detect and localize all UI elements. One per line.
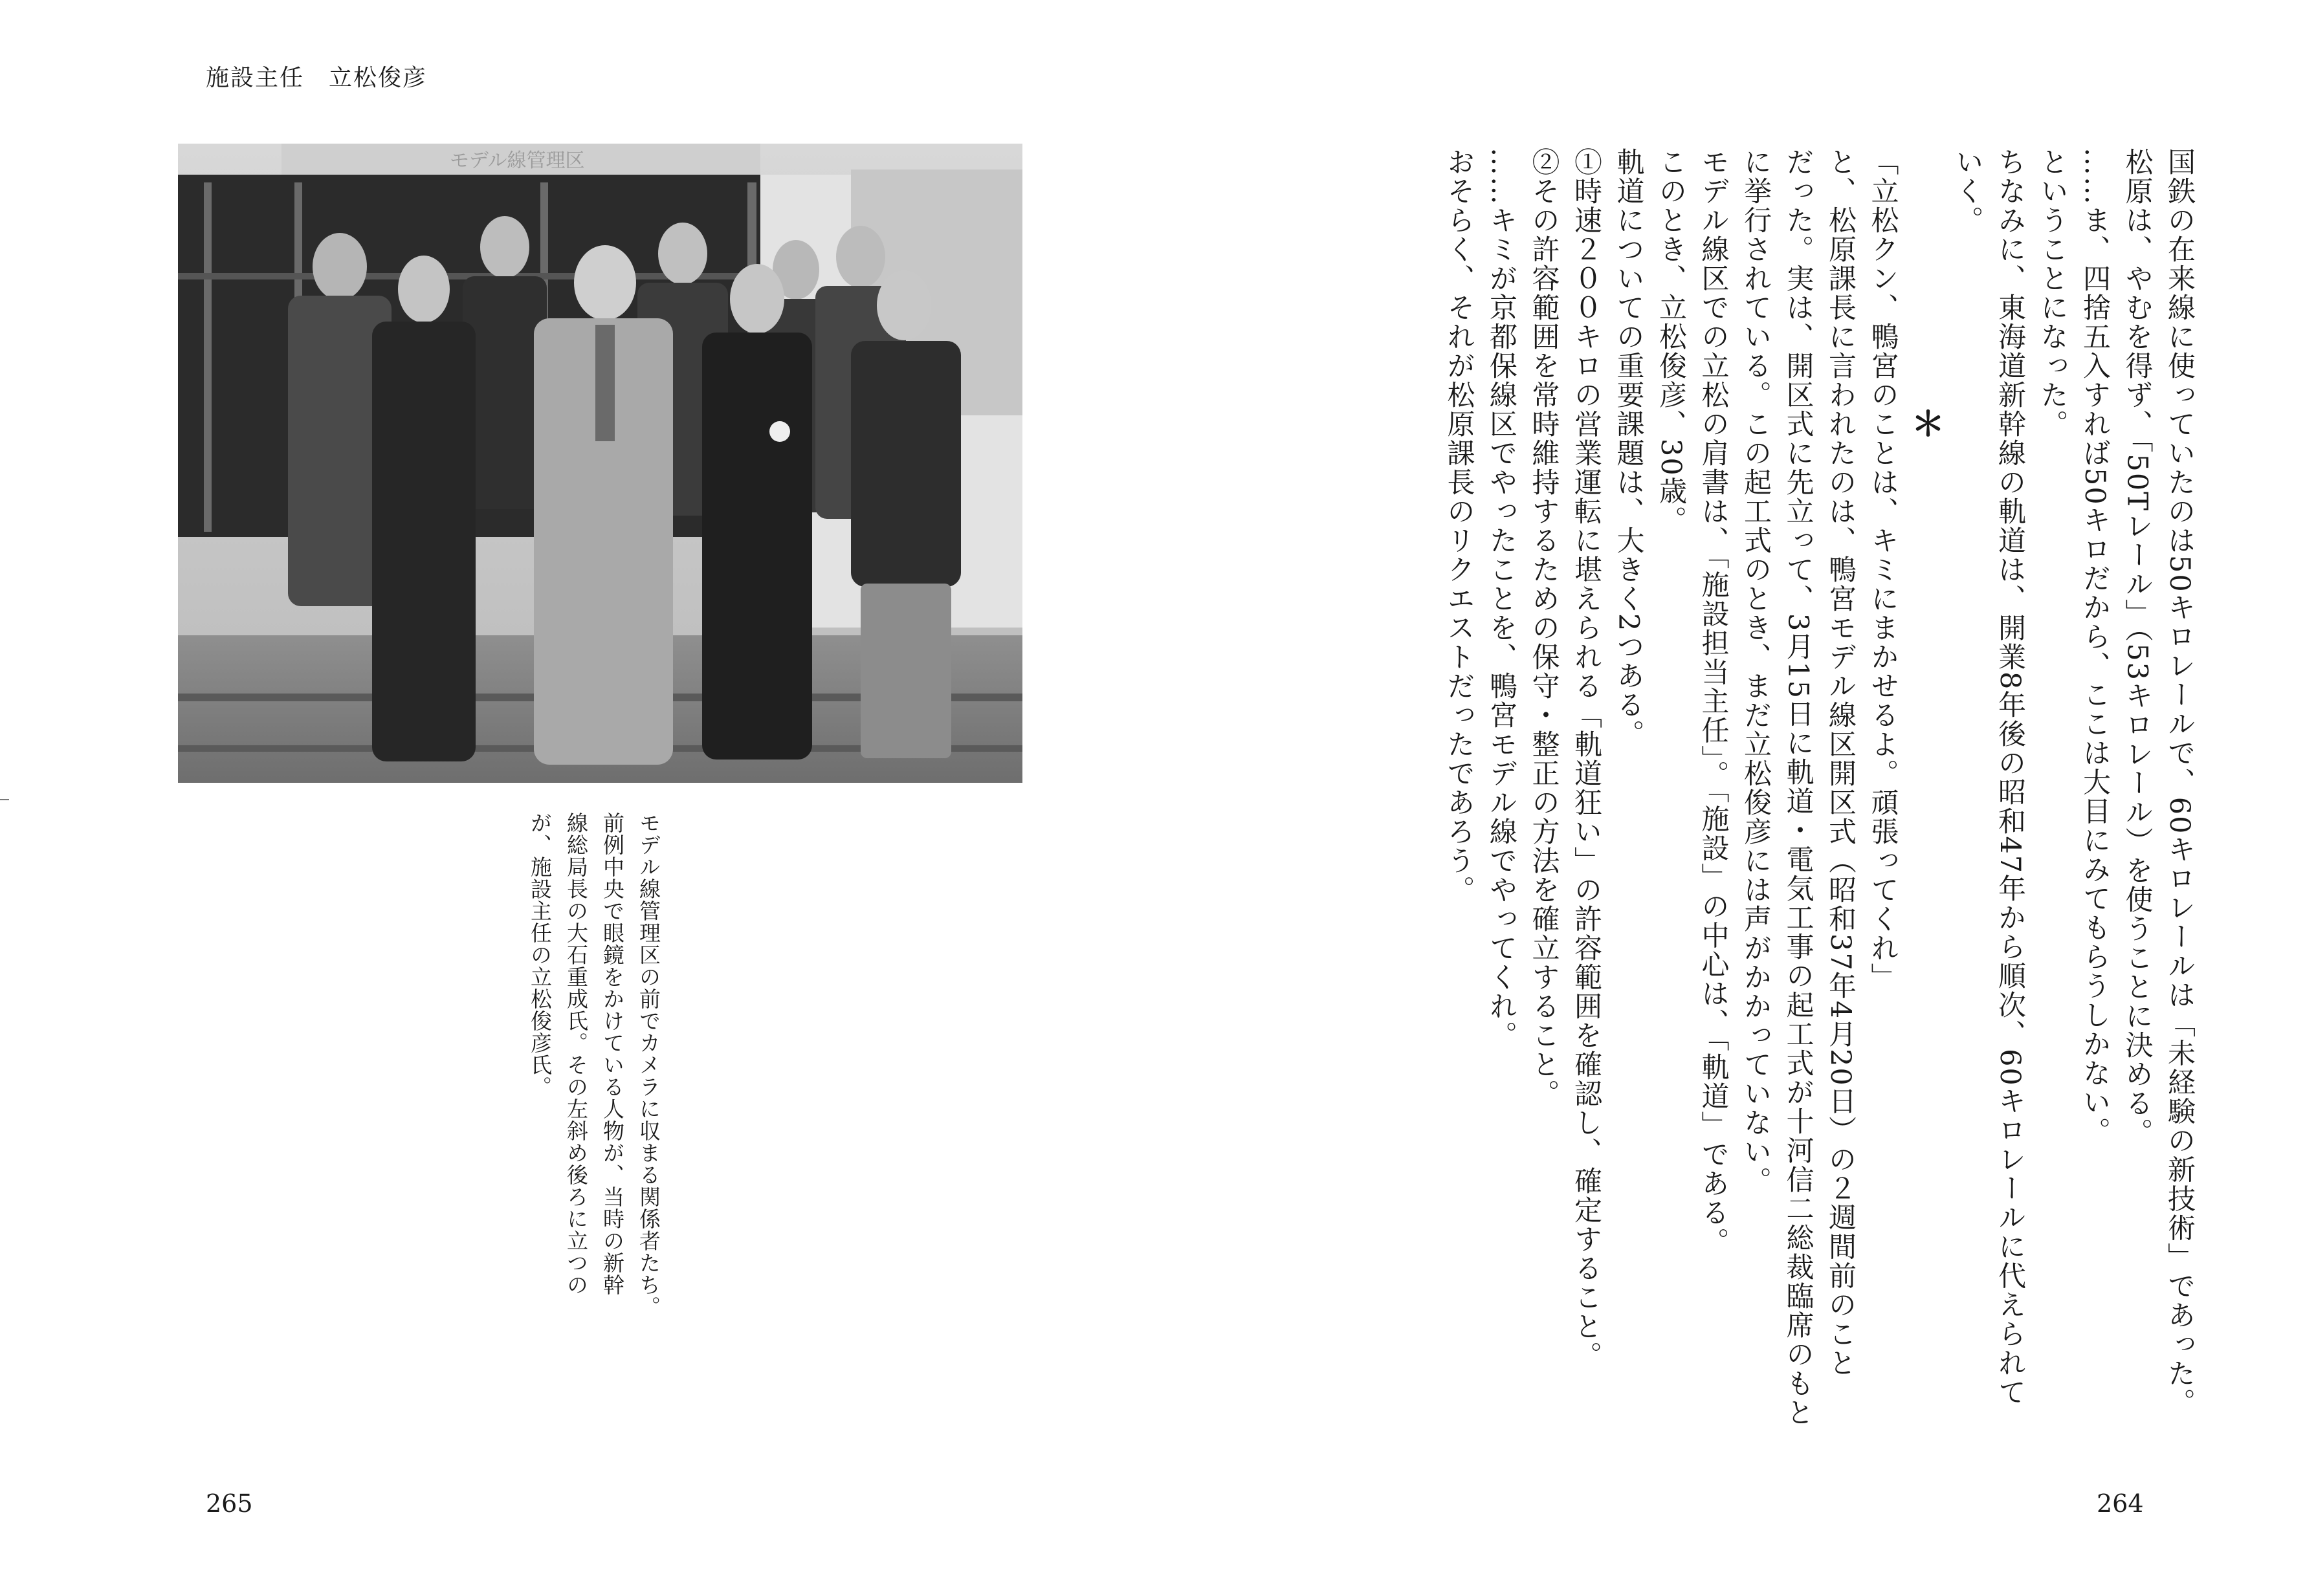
running-head: 施設主任 立松俊彦 [206, 65, 428, 91]
body-line: ちなみに、東海道新幹線の軌道は、開業8年後の昭和47年から順次、60キロレールに代えられて [1994, 148, 2026, 1407]
body-line: おそらく、それが松原課長のリクエストだったであろう。 [1442, 148, 1475, 904]
body-line: ……ま、四捨五入すれば50キロだから、ここは大目にみてもらうしかない。 [2079, 148, 2111, 1146]
body-line: ①時速２００キロの営業運転に堪えられる「軌道狂い」の許容範囲を確認し、確定すること。 [1570, 148, 1602, 1370]
body-line: だった。実は、開区式に先立って、3月15日に軌道・電気工事の起工式が十河信二総裁臨席のもと [1781, 148, 1814, 1428]
caption-line: 線総局長の大石重成氏。その左斜め後ろに立つの [564, 812, 589, 1296]
caption-line: 前例中央で眼鏡をかけている人物が、当時の新幹 [600, 812, 625, 1296]
body-line: いく。 [1951, 148, 1984, 235]
building-sign-text: モデル線管理区 [450, 149, 585, 172]
body-line: モデル線区での立松の肩書は、「施設担当主任」。「施設」の中心は、「軌道」である。 [1697, 148, 1730, 1256]
body-line: このとき、立松俊彦、30歳。 [1655, 148, 1687, 535]
body-text [1307, 148, 2200, 1441]
photo-caption [524, 812, 667, 1368]
body-line: ②その許容範囲を常時維持するための保守・整正の方法を確立すること。 [1527, 148, 1560, 1108]
body-line: 軌道についての重要課題は、大きく2つある。 [1612, 148, 1645, 749]
caption-line: モデル線管理区の前でカメラに収まる関係者たち。 [636, 812, 661, 1318]
body-line: と、松原課長に言われたのは、鴨宮モデル線区開区式（昭和37年4月20日）の２週間前のこと [1824, 148, 1857, 1378]
body-line: ……キミが京都保線区でやったことを、鴨宮モデル線でやってくれ。 [1485, 148, 1517, 1050]
body-line: 「立松クン、鴨宮のことは、キミにまかせるよ。頑張ってくれ」 [1866, 148, 1899, 992]
body-line: 国鉄の在来線に使っていたのは50キロレールで、60キロレールは「未経験の新技術」であった。 [2163, 148, 2196, 1417]
body-line: 松原は、やむを得ず、「50Tレール」（53キロレール）を使うことに決める。 [2121, 148, 2154, 1148]
section-break-asterisk: ＊ [1905, 406, 1945, 441]
page-number-left: 265 [206, 1489, 253, 1518]
group-photo [178, 144, 1022, 783]
group-photo-illustration [178, 144, 1022, 783]
page-divider-mark [0, 799, 9, 800]
page-number-right: 264 [2097, 1489, 2144, 1518]
body-line: に挙行されている。この起工式のとき、まだ立松俊彦には声がかかっていない。 [1739, 148, 1772, 1196]
caption-line: が、施設主任の立松俊彦氏。 [527, 812, 553, 1098]
body-line: ということになった。 [2036, 148, 2069, 439]
